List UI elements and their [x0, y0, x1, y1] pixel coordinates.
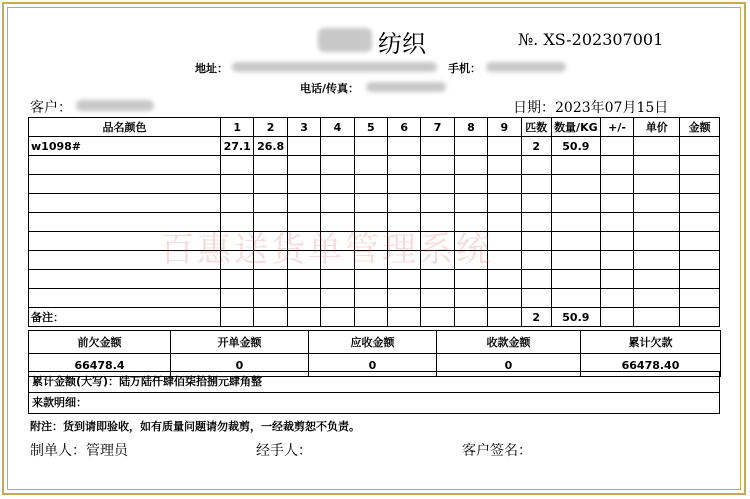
cell-8: [454, 137, 487, 156]
document-number: №. XS-202307001: [518, 30, 664, 49]
cell-1: 27.1: [221, 137, 254, 156]
mobile-label: 手机：: [448, 62, 481, 75]
date-value: 2023年07月15日: [555, 100, 669, 116]
customer-label: 客户：: [30, 100, 72, 116]
summary-value-received: 0: [437, 354, 581, 377]
table-row: [29, 137, 720, 156]
header-plus-minus: +/-: [600, 118, 633, 137]
summary-table: [28, 330, 721, 377]
mobile-redacted: [486, 62, 566, 72]
amount-in-words-row: [28, 371, 720, 393]
table-row: [29, 175, 720, 194]
cell-unit-price: [634, 137, 680, 156]
header-unit-price: 单价: [634, 118, 680, 137]
address-label: 地址：: [195, 62, 228, 75]
summary-header-received: 收款金额: [437, 331, 581, 354]
cell-4: [321, 137, 354, 156]
company-title-suffix: 纺织: [378, 30, 426, 58]
summary-header-cumulative: 累计欠款: [581, 331, 721, 354]
date-label: 日期：: [513, 100, 555, 116]
total-pieces: 2: [521, 308, 551, 327]
header-col-7: 7: [421, 118, 454, 137]
payment-detail-row: [28, 392, 720, 414]
summary-header-receivable: 应收金额: [309, 331, 437, 354]
header-col-9: 9: [488, 118, 521, 137]
empty-rows: [29, 156, 720, 308]
phone-fax-label: 电话/传真：: [300, 82, 360, 95]
cell-product: w1098#: [29, 137, 221, 156]
amount-words-label: 累计金额(大写)：: [32, 375, 120, 388]
cell-3: [287, 137, 320, 156]
cell-9: [488, 137, 521, 156]
table-row: [29, 213, 720, 232]
summary-value-prev-debt: 66478.4: [29, 354, 171, 377]
table-row: [29, 270, 720, 289]
header-col-6: 6: [388, 118, 421, 137]
customer-redacted: [76, 100, 154, 111]
header-pieces: 匹数: [521, 118, 551, 137]
header-col-4: 4: [321, 118, 354, 137]
customer-sign-label: 客户签名：: [462, 443, 532, 459]
table-header-row: [29, 118, 720, 137]
payment-detail-label: 来款明细：: [32, 396, 87, 409]
header-col-5: 5: [354, 118, 387, 137]
summary-value-receivable: 0: [309, 354, 437, 377]
header-col-2: 2: [254, 118, 287, 137]
address-redacted: [232, 62, 437, 72]
table-row: [29, 156, 720, 175]
total-qty: 50.9: [551, 308, 600, 327]
cell-2: 26.8: [254, 137, 287, 156]
header-col-3: 3: [287, 118, 320, 137]
summary-header-prev-debt: 前欠金额: [29, 331, 171, 354]
remark-row: [29, 308, 720, 327]
header-amount: 金额: [680, 118, 720, 137]
goods-table: [28, 117, 720, 327]
cell-pieces: 2: [521, 137, 551, 156]
watermark-text: 百惠送货单管理系统: [160, 230, 493, 270]
cell-qty: 50.9: [551, 137, 600, 156]
table-row: [29, 289, 720, 308]
summary-value-invoice: 0: [171, 354, 309, 377]
remark-label: 备注：: [29, 308, 221, 327]
header-col-1: 1: [221, 118, 254, 137]
phone-redacted: [366, 82, 446, 92]
cell-7: [421, 137, 454, 156]
header-qty-kg: 数量/KG: [551, 118, 600, 137]
cell-plus-minus: [600, 137, 633, 156]
summary-value-cumulative: 66478.40: [581, 354, 721, 377]
handler-label: 经手人：: [256, 443, 312, 459]
maker-label: 制单人：: [30, 443, 86, 459]
company-name-redacted: [318, 28, 372, 52]
maker-value: 管理员: [86, 443, 128, 459]
amount-words-value: 陆万陆仟肆佰柒拾捌元肆角整: [119, 375, 263, 388]
summary-header-invoice: 开单金额: [171, 331, 309, 354]
table-row: [29, 251, 720, 270]
table-row: [29, 232, 720, 251]
cell-6: [388, 137, 421, 156]
cell-amount: [680, 137, 720, 156]
table-row: [29, 194, 720, 213]
summary-header-row: [29, 331, 721, 354]
header-product-color: 品名颜色: [29, 118, 221, 137]
cell-5: [354, 137, 387, 156]
note-text: 附注：货到请即验收，如有质量问题请勿裁剪，一经裁剪恕不负责。: [30, 420, 360, 433]
header-col-8: 8: [454, 118, 487, 137]
